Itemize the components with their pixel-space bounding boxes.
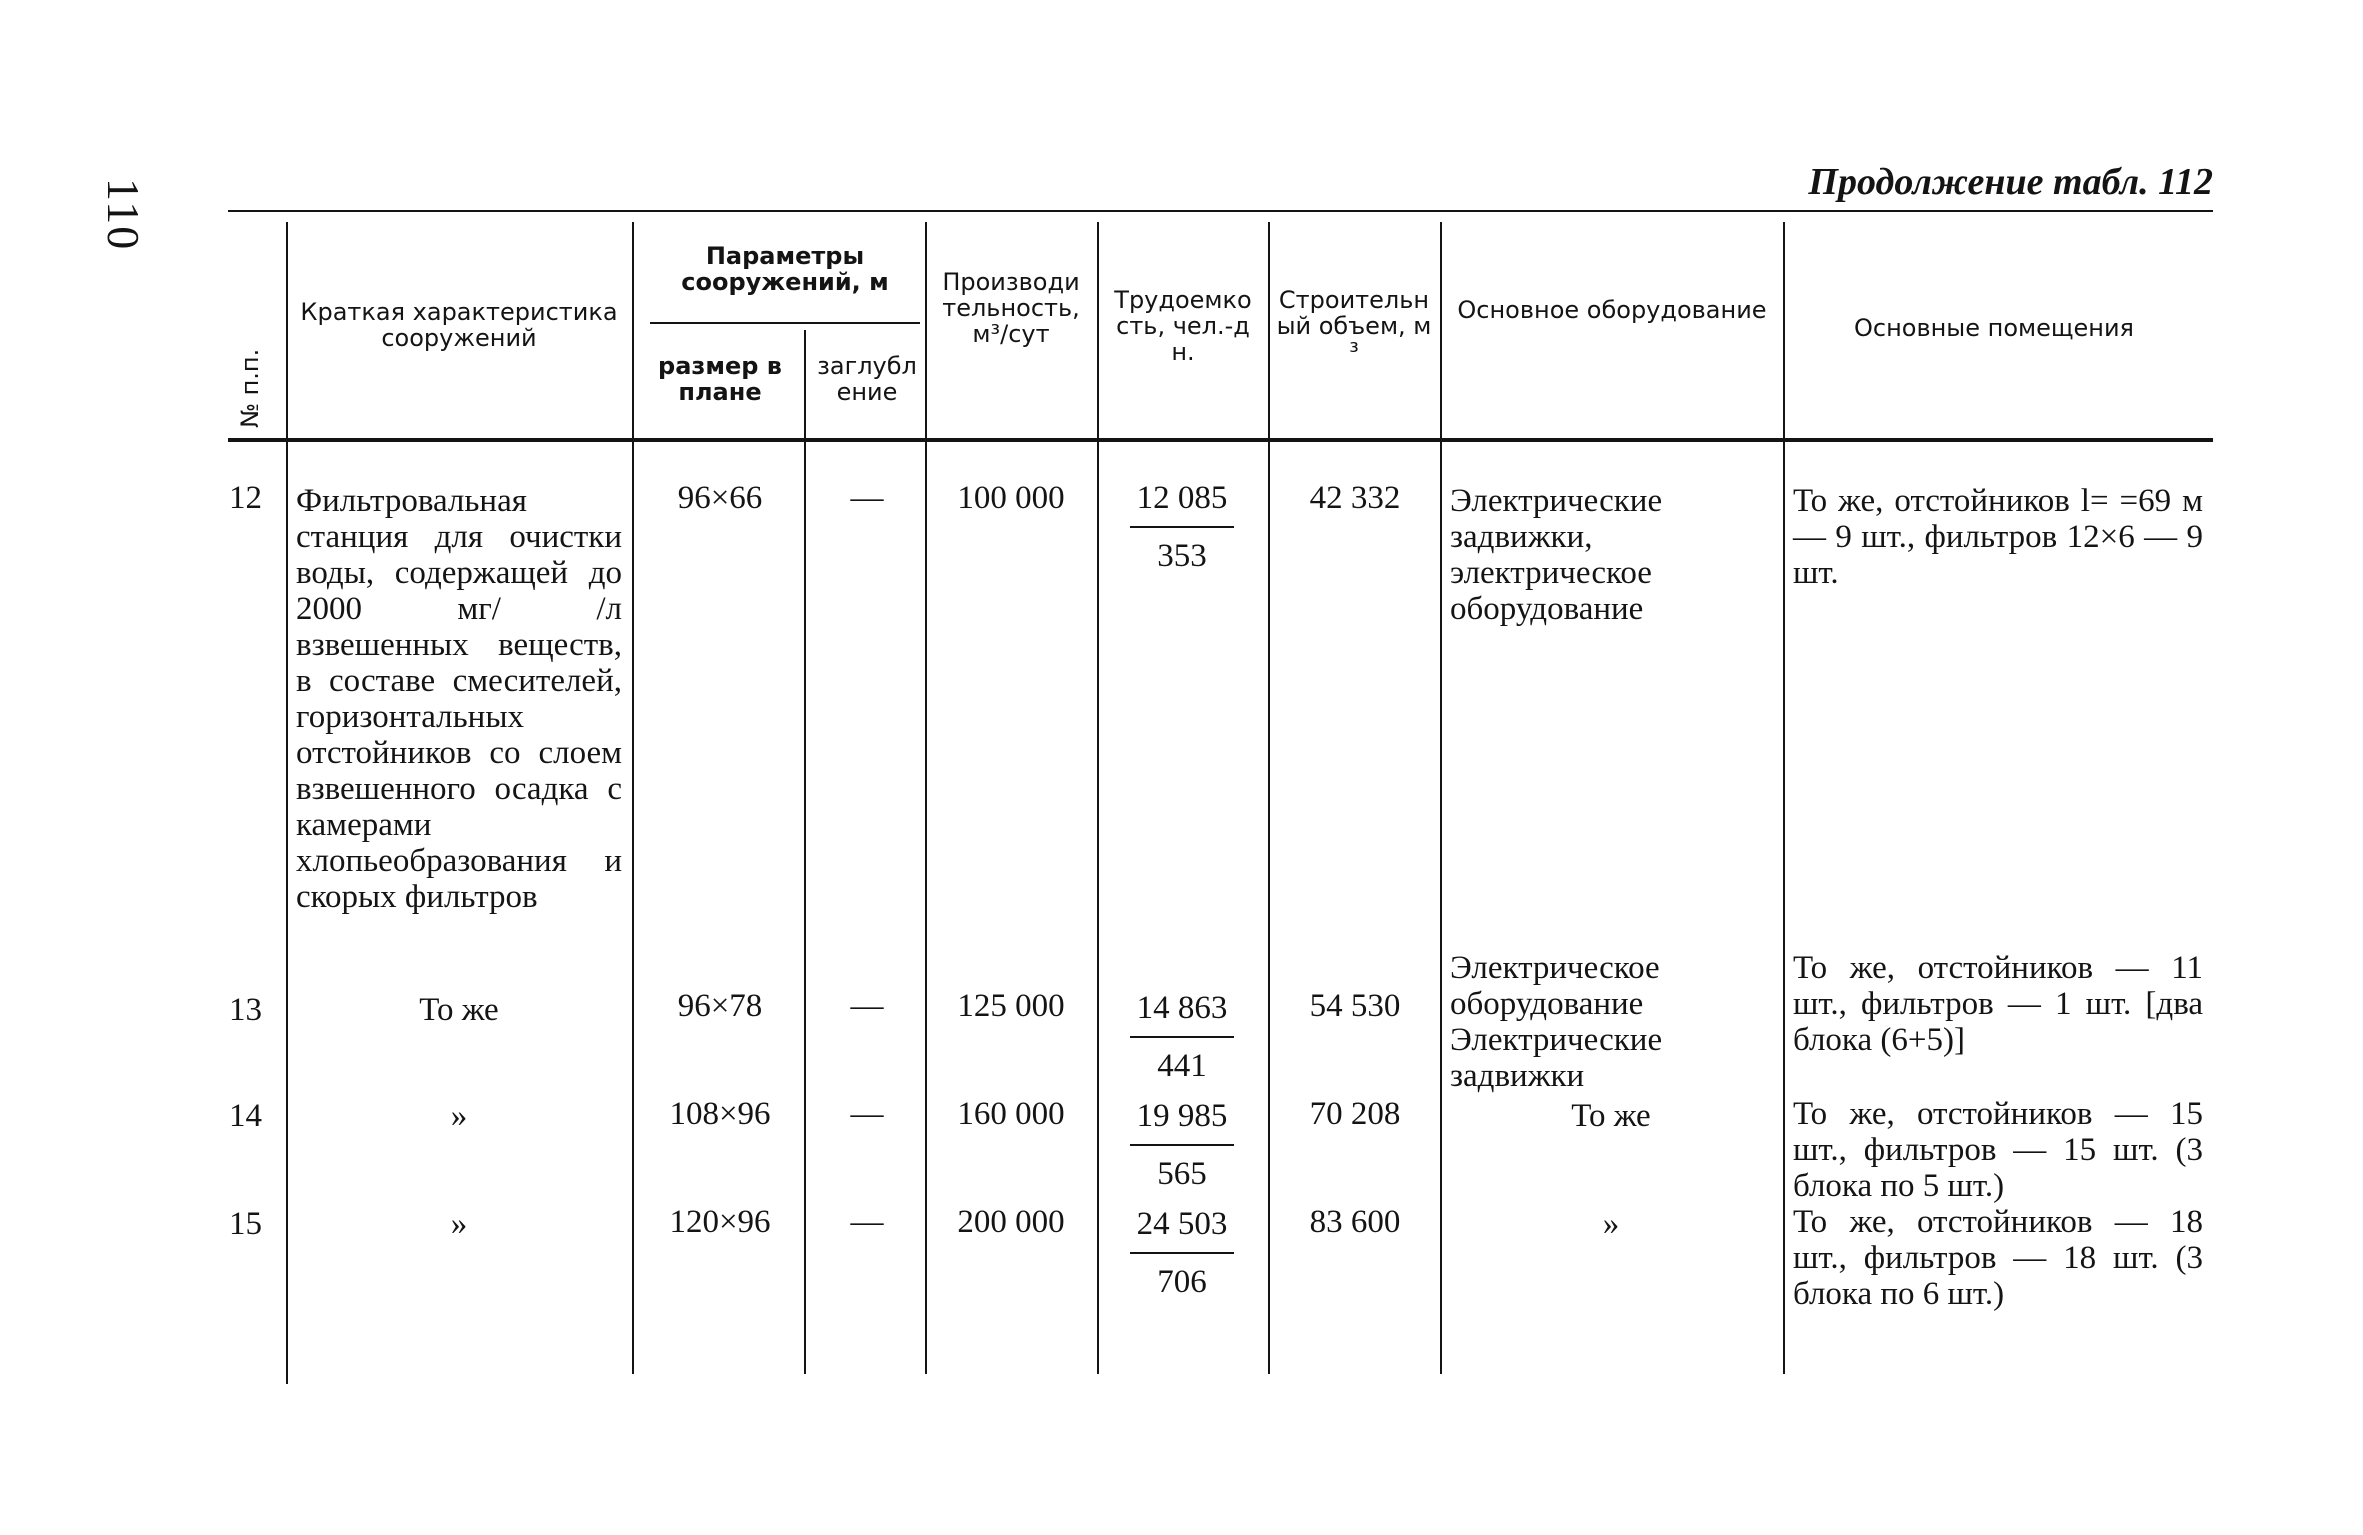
header-labor: Трудоемкость, чел.-дн. [1114, 286, 1252, 366]
page-number: 110 [98, 178, 149, 252]
col-divider [1268, 222, 1270, 1374]
row-number: 13 [229, 992, 262, 1028]
labor-denominator: 565 [1157, 1156, 1207, 1192]
row-equipment: Электрическое оборудование Электрические задвижки [1450, 950, 1663, 1094]
row-description: То же [419, 992, 499, 1028]
row-labor [1130, 1098, 1234, 1192]
row-size: 96×78 [677, 988, 763, 1024]
labor-numerator: 12 085 [1130, 480, 1234, 528]
labor-denominator: 441 [1157, 1048, 1207, 1084]
row-size: 120×96 [669, 1204, 771, 1240]
top-rule [228, 210, 2213, 212]
labor-numerator: 19 985 [1130, 1098, 1234, 1146]
row-capacity: 160 000 [957, 1096, 1065, 1132]
labor-numerator: 24 503 [1130, 1206, 1234, 1254]
col-divider [1440, 222, 1442, 1374]
row-volume: 83 600 [1309, 1204, 1401, 1240]
header-capacity: Производительность, м³/сут [942, 268, 1080, 348]
row-volume: 42 332 [1309, 480, 1401, 516]
row-number: 14 [229, 1098, 262, 1134]
header-num: № п.п. [236, 348, 264, 428]
row-labor [1130, 480, 1234, 574]
table-caption: Продолжение табл. 112 [1808, 161, 2213, 203]
row-description: » [450, 1206, 468, 1242]
row-labor [1130, 1206, 1234, 1300]
row-capacity: 200 000 [957, 1204, 1065, 1240]
row-rooms: То же, отстойников — 18 шт., фильтров — 18 шт. (3 блока по 6 шт.) [1793, 1204, 2203, 1312]
row-number: 12 [229, 480, 262, 516]
row-rooms: То же, отстойников — 11 шт., фильтров — 1 шт. [два блока (6+5)] [1793, 950, 2203, 1058]
header-equipment: Основное оборудование [1457, 296, 1767, 324]
col-divider [1097, 222, 1099, 1374]
row-depth: — [850, 988, 884, 1024]
row-rooms: То же, отстойников — 15 шт., фильтров — 15 шт. (3 блока по 5 шт.) [1793, 1096, 2203, 1204]
row-equipment: » [1602, 1206, 1620, 1242]
header-volume: Строительный объем, м³ [1276, 286, 1432, 366]
col-divider [804, 330, 806, 1374]
labor-numerator: 14 863 [1130, 990, 1234, 1038]
col-divider [286, 222, 288, 1384]
row-equipment: Электрические задвижки, электрическое оборудование [1450, 483, 1663, 627]
row-number: 15 [229, 1206, 262, 1242]
row-capacity: 100 000 [957, 480, 1065, 516]
labor-denominator: 353 [1157, 538, 1207, 574]
row-size: 108×96 [669, 1096, 771, 1132]
row-description: » [450, 1098, 468, 1134]
row-volume: 54 530 [1309, 988, 1401, 1024]
row-depth: — [850, 480, 884, 516]
row-depth: — [850, 1204, 884, 1240]
row-description: Фильтровальная станция для очистки воды, содержащей до 2000 мг/ /л взвешенных веществ, в составе смесителей, горизонтальных отстойников со слоем взвешенного осадка с камерами хлопьеобразования и скорых фильтров [296, 483, 622, 915]
col-divider [1783, 222, 1785, 1374]
row-equipment: То же [1571, 1098, 1651, 1134]
row-size: 96×66 [677, 480, 763, 516]
header-description: Краткая характеристика сооружений [300, 298, 618, 352]
header-size: размер в плане [658, 352, 782, 406]
params-rule [650, 322, 920, 324]
col-divider [925, 222, 927, 1374]
header-rooms: Основные помещения [1854, 314, 2134, 342]
col-divider [632, 222, 634, 1374]
row-depth: — [850, 1096, 884, 1132]
row-volume: 70 208 [1309, 1096, 1401, 1132]
header-rule [228, 438, 2213, 442]
row-labor [1130, 990, 1234, 1084]
header-parameters: Параметры сооружений, м [681, 242, 889, 296]
header-depth: заглубление [817, 352, 917, 406]
row-capacity: 125 000 [957, 988, 1065, 1024]
row-rooms: То же, отстойников l= =69 м — 9 шт., фильтров 12×6 — 9 шт. [1793, 483, 2203, 591]
labor-denominator: 706 [1157, 1264, 1207, 1300]
